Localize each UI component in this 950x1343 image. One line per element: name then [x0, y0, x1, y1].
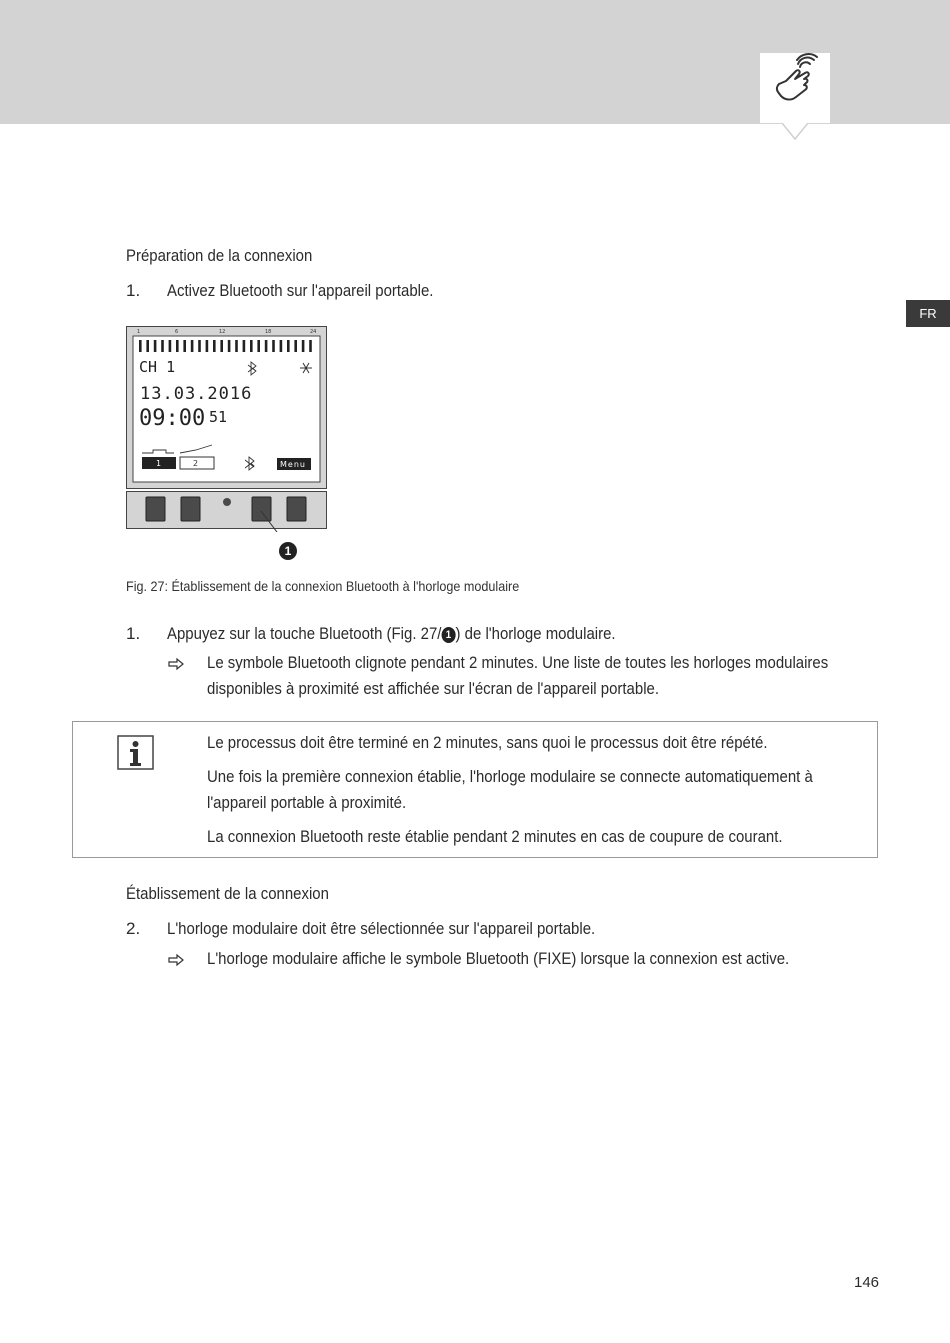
hour-segment — [206, 340, 209, 352]
figure-caption: Fig. 27: Établissement de la connexion Bluetooth à l'horloge modulaire — [126, 578, 520, 594]
hour-segment — [309, 340, 312, 352]
hour-segment — [183, 340, 186, 352]
language-tab[interactable]: FR — [906, 300, 950, 327]
hour-segment — [243, 340, 246, 352]
step-number: 1. — [126, 281, 141, 300]
hour-segment — [294, 340, 297, 352]
led-indicator — [223, 498, 231, 506]
hour-segment — [154, 340, 157, 352]
step-text: L'horloge modulaire doit être sélectionnée sur l'appareil portable. — [167, 919, 596, 938]
result-text: disponibles à proximité est affichée sur l'écran de l'appareil portable. — [207, 679, 660, 698]
date-display: 13.03.2016 — [140, 384, 253, 404]
info-text: Une fois la première connexion établie, l'horloge modulaire se connecte automatiquement à — [207, 767, 813, 786]
step-number: 1. — [126, 624, 141, 643]
scale-label: 1 — [137, 329, 141, 335]
section-heading: Établissement de la connexion — [126, 884, 329, 903]
soft-key-label: 1 — [156, 459, 162, 468]
hour-segment — [250, 340, 253, 352]
touch-tab — [760, 53, 830, 123]
hour-segment — [272, 340, 275, 352]
step-text-part: ) de l'horloge modulaire. — [455, 624, 616, 643]
info-text: l'appareil portable à proximité. — [207, 793, 407, 812]
bluetooth-button — [252, 497, 271, 521]
info-text: Le processus doit être terminé en 2 minutes, sans quoi le processus doit être répété. — [207, 733, 768, 752]
scale-label: 24 — [310, 329, 317, 335]
result-text: L'horloge modulaire affiche le symbole Bluetooth (FIXE) lorsque la connexion est active. — [207, 949, 790, 968]
modular-clock-figure — [126, 326, 328, 532]
step-text — [167, 621, 616, 647]
scale-label: 6 — [175, 329, 179, 335]
hour-segment — [169, 340, 172, 352]
section-heading: Préparation de la connexion — [126, 246, 313, 265]
info-icon — [117, 735, 155, 771]
device-button — [287, 497, 306, 521]
time-display: 09:00 — [139, 406, 206, 431]
result-text: Le symbole Bluetooth clignote pendant 2 minutes. Une liste de toutes les horloges modulaires — [207, 653, 829, 672]
menu-label: Menu — [280, 460, 306, 469]
hour-segment — [176, 340, 179, 352]
step-text-part: Appuyez sur la touche Bluetooth (Fig. 27/ — [167, 624, 442, 643]
callout-badge: 1 — [441, 627, 455, 643]
page-number: 146 — [854, 1274, 880, 1291]
device-button — [146, 497, 165, 521]
hour-segment — [235, 340, 238, 352]
hour-segment — [287, 340, 290, 352]
hour-segment — [213, 340, 216, 352]
callout-badge: 1 — [279, 542, 297, 560]
hour-segment — [265, 340, 268, 352]
hour-segment — [139, 340, 142, 352]
hour-segment — [228, 340, 231, 352]
hour-segment — [198, 340, 201, 352]
result-arrow-icon — [168, 953, 184, 967]
step-text: Activez Bluetooth sur l'appareil portable. — [167, 281, 434, 300]
hour-segment — [161, 340, 164, 352]
hour-segment — [146, 340, 149, 352]
channel-label: CH 1 — [139, 358, 176, 376]
hour-segment — [191, 340, 194, 352]
touch-gesture-icon — [760, 53, 830, 123]
soft-key-label: 2 — [193, 459, 199, 468]
hour-segment — [280, 340, 283, 352]
info-text: La connexion Bluetooth reste établie pendant 2 minutes en cas de coupure de courant. — [207, 827, 783, 846]
device-button — [181, 497, 200, 521]
seconds-display: 51 — [209, 408, 228, 426]
hour-segment — [302, 340, 305, 352]
hour-segment — [257, 340, 260, 352]
scale-label: 12 — [219, 329, 226, 335]
result-arrow-icon — [168, 657, 184, 671]
scale-label: 18 — [265, 329, 272, 335]
tab-pointer — [782, 123, 808, 141]
step-number: 2. — [126, 919, 141, 938]
hour-segment — [220, 340, 223, 352]
